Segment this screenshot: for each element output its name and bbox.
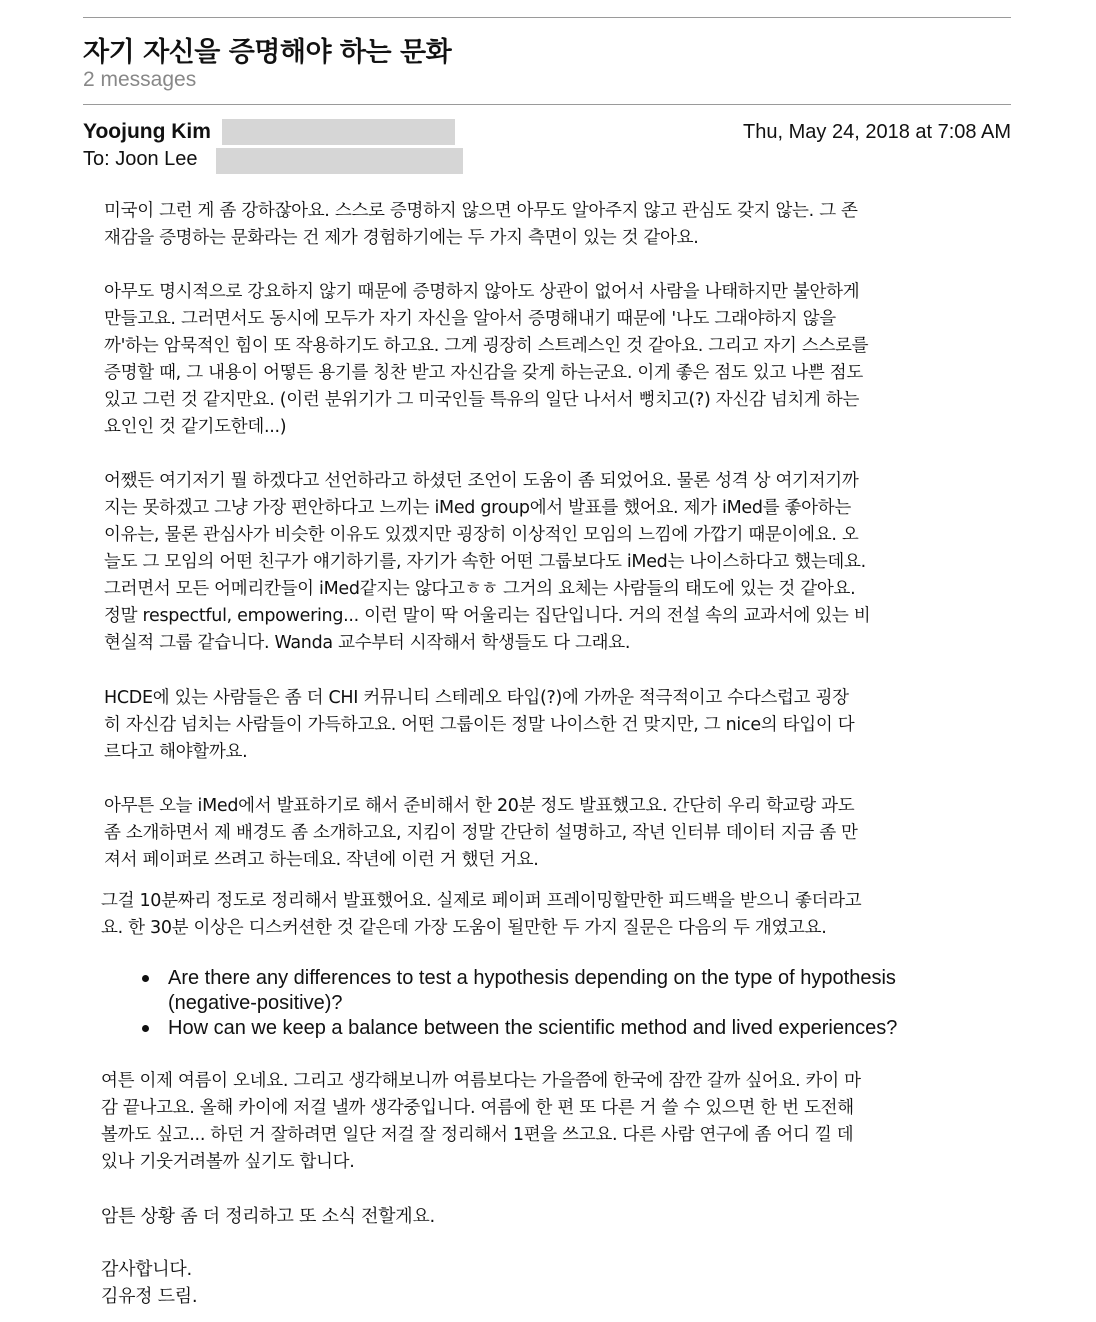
bullet-icon bbox=[142, 1025, 149, 1032]
list-item bbox=[140, 966, 897, 1016]
body-line: 현실적 그룹 같습니다. Wanda 교수부터 시작해서 학생들도 다 그래요. bbox=[104, 633, 631, 653]
body-paragraph-3 bbox=[104, 468, 870, 657]
redacted-recipient-email bbox=[216, 148, 463, 174]
body-line: 르다고 해야할까요. bbox=[104, 742, 248, 762]
body-line: 요. 한 30분 이상은 디스커션한 것 같은데 가장 도움이 될만한 두 가지 질문은 다음의 두 개였고요. bbox=[101, 918, 827, 938]
body-line: 정말 respectful, empowering... 이런 말이 딱 어울리는 집단입니다. 거의 전설 속의 교과서에 있는 비 bbox=[104, 606, 871, 626]
body-line: 있고 그런 것 같지만요. (이런 분위기가 그 미국인들 특유의 일단 나서서 뻥치고(?) 자신감 넘치게 하는 bbox=[104, 390, 860, 410]
body-paragraph-4 bbox=[104, 685, 854, 766]
body-paragraph-1 bbox=[104, 198, 858, 252]
body-line: 좀 소개하면서 제 배경도 좀 소개하고요, 지킴이 정말 간단히 설명하고, 작년 인터뷰 데이터 지금 좀 만 bbox=[104, 823, 858, 843]
sender-name[interactable]: Yoojung Kim bbox=[83, 120, 211, 143]
closing-line: 암튼 상황 좀 더 정리하고 또 소식 전할게요. bbox=[101, 1206, 435, 1227]
header-divider bbox=[83, 104, 1011, 105]
sender-row bbox=[83, 119, 1011, 145]
body-line: 아무도 명시적으로 강요하지 않기 때문에 증명하지 않아도 상관이 없어서 사람을 나태하지만 불안하게 bbox=[104, 282, 860, 302]
body-line: 요인인 것 같기도한데...) bbox=[104, 417, 287, 437]
bullet-icon bbox=[142, 975, 149, 982]
redacted-sender-email bbox=[222, 119, 455, 145]
body-line: 어쨌든 여기저기 뭘 하겠다고 선언하라고 하셨던 조언이 도움이 좀 되었어요. 물론 성격 상 여기저기까 bbox=[104, 471, 859, 491]
body-paragraph-5 bbox=[104, 793, 858, 874]
list-item-text: (negative-positive)? bbox=[168, 992, 343, 1014]
signoff-line: 감사합니다. bbox=[101, 1259, 192, 1280]
message-date: Thu, May 24, 2018 at 7:08 AM bbox=[743, 121, 1011, 143]
body-line: 늘도 그 모임의 어떤 친구가 얘기하기를, 자기가 속한 어떤 그룹보다도 iMed는 나이스하다고 했는데요. bbox=[104, 552, 866, 572]
recipient-label: To: Joon Lee bbox=[83, 148, 198, 170]
body-line: 감 끝나고요. 올해 카이에 저걸 낼까 생각중입니다. 여름에 한 편 또 다른 거 쓸 수 있으면 한 번 도전해 bbox=[101, 1098, 854, 1118]
list-item bbox=[140, 1016, 897, 1041]
signoff-line: 김유정 드림. bbox=[101, 1286, 198, 1307]
body-paragraph-6 bbox=[101, 888, 861, 942]
body-line: 그러면서 모든 어메리칸들이 iMed같지는 않다고ㅎㅎ 그거의 요체는 사람들의 태도에 있는 것 같아요. bbox=[104, 579, 856, 599]
list-item-text: Are there any differences to test a hypothesis depending on the type of hypothesis bbox=[168, 967, 896, 989]
email-subject: 자기 자신을 증명해야 하는 문화 bbox=[83, 37, 452, 68]
body-line: 아무튼 오늘 iMed에서 발표하기로 해서 준비해서 한 20분 정도 발표했고요. 간단히 우리 학교랑 과도 bbox=[104, 796, 855, 816]
body-line: 증명할 때, 그 내용이 어떻든 용기를 칭찬 받고 자신감을 갖게 하는군요. 이게 좋은 점도 있고 나쁜 점도 bbox=[104, 363, 863, 383]
body-line: 볼까도 싶고... 하던 거 잘하려면 일단 저걸 잘 정리해서 1편을 쓰고요. 다른 사람 연구에 좀 어디 낄 데 bbox=[101, 1125, 854, 1145]
body-paragraph-7 bbox=[101, 1068, 861, 1176]
body-line: 지는 못하겠고 그냥 가장 편안하다고 느끼는 iMed group에서 발표를 했어요. 제가 iMed를 좋아하는 bbox=[104, 498, 851, 518]
body-line: 미국이 그런 게 좀 강하잖아요. 스스로 증명하지 않으면 아무도 알아주지 않고 관심도 갖지 않는. 그 존 bbox=[104, 201, 858, 221]
body-line: 히 자신감 넘치는 사람들이 가득하고요. 어떤 그룹이든 정말 나이스한 건 맞지만, 그 nice의 타입이 다 bbox=[104, 715, 855, 735]
list-item-text: How can we keep a balance between the scientific method and lived experiences? bbox=[168, 1017, 898, 1039]
body-line: HCDE에 있는 사람들은 좀 더 CHI 커뮤니티 스테레오 타입(?)에 가까운 적극적이고 수다스럽고 굉장 bbox=[104, 688, 849, 708]
body-line: 까'하는 암묵적인 힘이 또 작용하기도 하고요. 그게 굉장히 스트레스인 것 같아요. 그리고 자기 스스로를 bbox=[104, 336, 869, 356]
body-line: 재감을 증명하는 문화라는 건 제가 경험하기에는 두 가지 측면이 있는 것 같아요. bbox=[104, 228, 699, 248]
body-line: 이유는, 물론 관심사가 비슷한 이유도 있겠지만 굉장히 이상적인 모임의 느낌에 가깝기 때문이에요. 오 bbox=[104, 525, 859, 545]
message-count: 2 messages bbox=[83, 68, 197, 91]
recipient-row bbox=[83, 146, 583, 172]
body-line: 져서 페이퍼로 쓰려고 하는데요. 작년에 이런 거 했던 거요. bbox=[104, 850, 539, 870]
body-line: 만들고요. 그러면서도 동시에 모두가 자기 자신을 알아서 증명해내기 때문에 '나도 그래야하지 않을 bbox=[104, 309, 836, 329]
body-line: 여튼 이제 여름이 오네요. 그리고 생각해보니까 여름보다는 가을쯤에 한국에 잠깐 갈까 싶어요. 카이 마 bbox=[101, 1071, 861, 1091]
body-paragraph-2 bbox=[104, 279, 868, 441]
body-line: 그걸 10분짜리 정도로 정리해서 발표했어요. 실제로 페이퍼 프레이밍할만한 피드백을 받으니 좋더라고 bbox=[101, 891, 862, 911]
top-divider bbox=[83, 17, 1011, 18]
signature bbox=[101, 1256, 197, 1310]
question-list bbox=[140, 966, 897, 1041]
body-line: 있나 기웃거려볼까 싶기도 합니다. bbox=[101, 1152, 355, 1172]
